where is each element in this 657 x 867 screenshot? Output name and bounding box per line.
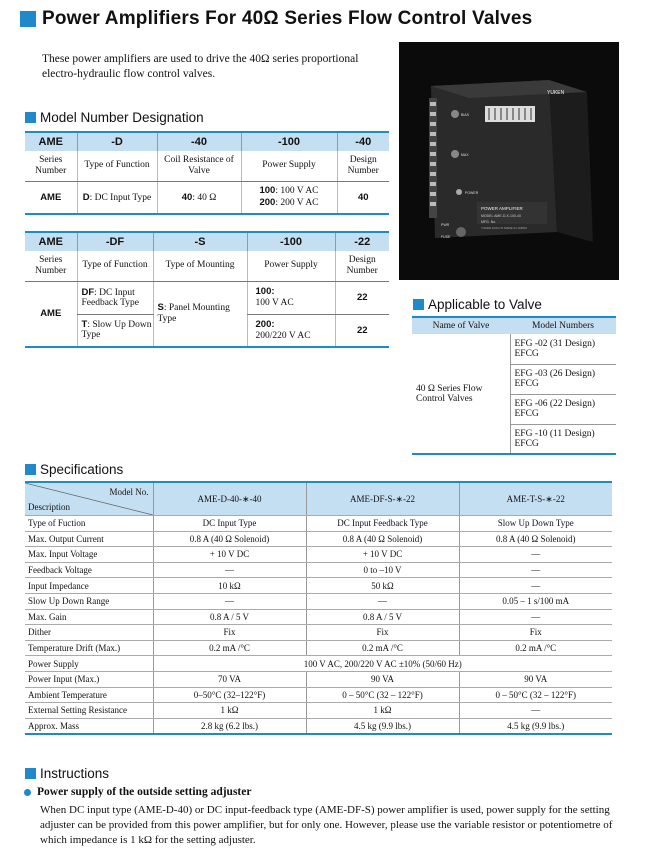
spec-value: 0.8 A (40 Ω Solenoid) <box>153 531 306 547</box>
valve-col-name: Name of Valve <box>412 317 510 334</box>
spec-label: Power Input (Max.) <box>25 671 153 687</box>
spec-value: 0.8 A (40 Ω Solenoid) <box>306 531 459 547</box>
spec-label: External Setting Resistance <box>25 703 153 719</box>
photo-label4: YUKEN KOGYO MADE IN JAPAN <box>481 226 527 230</box>
spec-value: — <box>459 547 612 563</box>
photo-label3: MFG. No. <box>481 220 497 224</box>
spec-value: 0.8 A / 5 V <box>153 609 306 625</box>
desc-cell: Design Number <box>335 251 389 281</box>
section-title: Instructions <box>40 766 110 781</box>
value-cell: 40 <box>337 181 389 214</box>
header-cell: -D <box>77 132 157 151</box>
description-label: Description <box>28 502 70 512</box>
page-title-block <box>20 6 532 32</box>
section-applicable-valve <box>413 297 542 312</box>
spec-value: Slow Up Down Type <box>459 516 612 532</box>
valve-model: EFG -10 (11 Design) EFCG <box>510 424 616 454</box>
spec-value: DC Input Feedback Type <box>306 516 459 532</box>
desc-cell: Type of Function <box>77 151 157 181</box>
section-square-icon <box>25 768 36 779</box>
spec-label: Approx. Mass <box>25 718 153 734</box>
spec-label: Temperature Drift (Max.) <box>25 640 153 656</box>
spec-value: 4.5 kg (9.9 lbs.) <box>306 718 459 734</box>
model-header: AME-D-40-∗-40 <box>153 482 306 516</box>
valve-col-models: Model Numbers <box>510 317 616 334</box>
header-cell: -DF <box>77 232 153 251</box>
spec-label: Max. Input Voltage <box>25 547 153 563</box>
section-square-icon <box>25 112 36 123</box>
value-cell: T: Slow Up Down Type <box>77 314 153 347</box>
spec-value: 70 VA <box>153 671 306 687</box>
spec-label: Feedback Voltage <box>25 562 153 578</box>
model-header: AME-DF-S-∗-22 <box>306 482 459 516</box>
photo-label1: POWER AMPLIFIER <box>481 206 523 211</box>
value-cell: 100: 100 V AC 200: 200 V AC <box>241 181 337 214</box>
value-cell: AME <box>25 181 77 214</box>
knob-label-power: POWER <box>465 191 479 195</box>
header-cell: -40 <box>337 132 389 151</box>
spec-value: 0.2 mA /°C <box>153 640 306 656</box>
value-cell: 100: 100 V AC <box>247 281 335 314</box>
spec-value: 1 kΩ <box>153 703 306 719</box>
spec-value: 90 VA <box>459 671 612 687</box>
valve-model: EFG -02 (31 Design) EFCG <box>510 334 616 364</box>
section-title: Applicable to Valve <box>428 297 542 312</box>
spec-value: 0 – 50°C (32 – 122°F) <box>459 687 612 703</box>
valve-table <box>412 316 616 455</box>
section-instructions <box>25 766 109 781</box>
desc-cell: Type of Mounting <box>153 251 247 281</box>
header-cell: AME <box>25 132 77 151</box>
photo-brand: YUKEN <box>547 90 565 96</box>
value-cell: 200: 200/220 V AC <box>247 314 335 347</box>
spec-value: Fix <box>306 625 459 641</box>
spec-value: 0.8 A / 5 V <box>306 609 459 625</box>
header-cell: -S <box>153 232 247 251</box>
spec-table <box>25 481 612 735</box>
spec-value-span: 100 V AC, 200/220 V AC ±10% (50/60 Hz) <box>153 656 612 672</box>
spec-value: + 10 V DC <box>153 547 306 563</box>
desc-cell: Series Number <box>25 151 77 181</box>
value-cell: 22 <box>335 314 389 347</box>
spec-value: Fix <box>153 625 306 641</box>
valve-model: EFG -06 (22 Design) EFCG <box>510 394 616 424</box>
spec-label: Dither <box>25 625 153 641</box>
spec-value: DC Input Type <box>153 516 306 532</box>
instruction-paragraph: When DC input type (AME-D-40) or DC input-feedback type (AME-DF-S) power amplifier is used, power supply for the setting adjuster can be provided from this power amplifier, but for only one. However, please use the variable resistor or potentiometre of which impedance is 1 kΩ for the setting adjuster. <box>40 804 613 846</box>
spec-value: — <box>153 593 306 609</box>
spec-value: 0.8 A (40 Ω Solenoid) <box>459 531 612 547</box>
spec-label: Input Impedance <box>25 578 153 594</box>
spec-label: Max. Output Current <box>25 531 153 547</box>
spec-label: Power Supply <box>25 656 153 672</box>
desc-cell: Type of Function <box>77 251 153 281</box>
spec-value: 10 kΩ <box>153 578 306 594</box>
model-table-2 <box>25 231 389 348</box>
value-cell: 22 <box>335 281 389 314</box>
spec-label: Max. Gain <box>25 609 153 625</box>
spec-label: Ambient Temperature <box>25 687 153 703</box>
model-table-1 <box>25 131 389 215</box>
valve-model: EFG -03 (26 Design) EFCG <box>510 364 616 394</box>
section-square-icon <box>413 299 424 310</box>
header-cell: AME <box>25 232 77 251</box>
spec-value: 0.05 – 1 s/100 mA <box>459 593 612 609</box>
value-cell: D: DC Input Type <box>77 181 157 214</box>
spec-value: 0.2 mA /°C <box>306 640 459 656</box>
knob-label-fuse: FUSE <box>441 235 451 239</box>
knob-label-bias: BIAS <box>461 113 469 117</box>
desc-cell: Coil Resistance of Valve <box>157 151 241 181</box>
value-cell: DF: DC Input Feedback Type <box>77 281 153 314</box>
instruction-bullet <box>24 786 251 798</box>
header-cell: -22 <box>335 232 389 251</box>
spec-value: 0–50°C (32–122°F) <box>153 687 306 703</box>
spec-value: 1 kΩ <box>306 703 459 719</box>
desc-cell: Power Supply <box>247 251 335 281</box>
spec-corner-cell <box>25 482 153 516</box>
title-square-icon <box>20 11 36 27</box>
desc-cell: Series Number <box>25 251 77 281</box>
spec-label: Type of Fuction <box>25 516 153 532</box>
value-cell: 40: 40 Ω <box>157 181 241 214</box>
header-cell: -100 <box>247 232 335 251</box>
knob-label-pwr: PWR <box>441 223 450 227</box>
value-cell: AME <box>25 281 77 347</box>
spec-value: — <box>459 562 612 578</box>
valve-name: 40 Ω Series Flow Control Valves <box>412 334 510 454</box>
section-square-icon <box>25 464 36 475</box>
spec-value: — <box>459 609 612 625</box>
header-cell: -40 <box>157 132 241 151</box>
page-title: Power Amplifiers For 40Ω Series Flow Control Valves <box>42 8 533 29</box>
bullet-text: Power supply of the outside setting adjuster <box>37 786 252 798</box>
spec-value: — <box>153 562 306 578</box>
header-cell: -100 <box>241 132 337 151</box>
spec-value: 2.8 kg (6.2 lbs.) <box>153 718 306 734</box>
section-model-number <box>25 110 204 125</box>
photo-label2: MODEL AME-D-X-100-40 <box>481 214 521 218</box>
product-photo <box>399 42 619 280</box>
model-no-label: Model No. <box>109 487 149 497</box>
amplifier-illustration <box>399 42 619 280</box>
intro-text: These power amplifiers are used to drive the 40Ω series proportional electro-hydraulic flow control valves. <box>42 53 359 80</box>
section-title: Specifications <box>40 462 124 477</box>
section-title: Model Number Designation <box>40 110 204 125</box>
section-specifications <box>25 462 123 477</box>
desc-cell: Power Supply <box>241 151 337 181</box>
spec-label: Slow Up Down Range <box>25 593 153 609</box>
spec-value: — <box>459 703 612 719</box>
spec-value: 0 to –10 V <box>306 562 459 578</box>
spec-value: Fix <box>459 625 612 641</box>
spec-value: 50 kΩ <box>306 578 459 594</box>
spec-value: 0 – 50°C (32 – 122°F) <box>306 687 459 703</box>
model-header: AME-T-S-∗-22 <box>459 482 612 516</box>
spec-value: 90 VA <box>306 671 459 687</box>
value-cell: S: Panel Mounting Type <box>153 281 247 347</box>
desc-cell: Design Number <box>337 151 389 181</box>
spec-value: — <box>459 578 612 594</box>
spec-value: 4.5 kg (9.9 lbs.) <box>459 718 612 734</box>
spec-value: + 10 V DC <box>306 547 459 563</box>
spec-value: 0.2 mA /°C <box>459 640 612 656</box>
spec-value: — <box>306 593 459 609</box>
bullet-dot-icon <box>24 789 31 796</box>
knob-label-max: MAX <box>461 153 469 157</box>
